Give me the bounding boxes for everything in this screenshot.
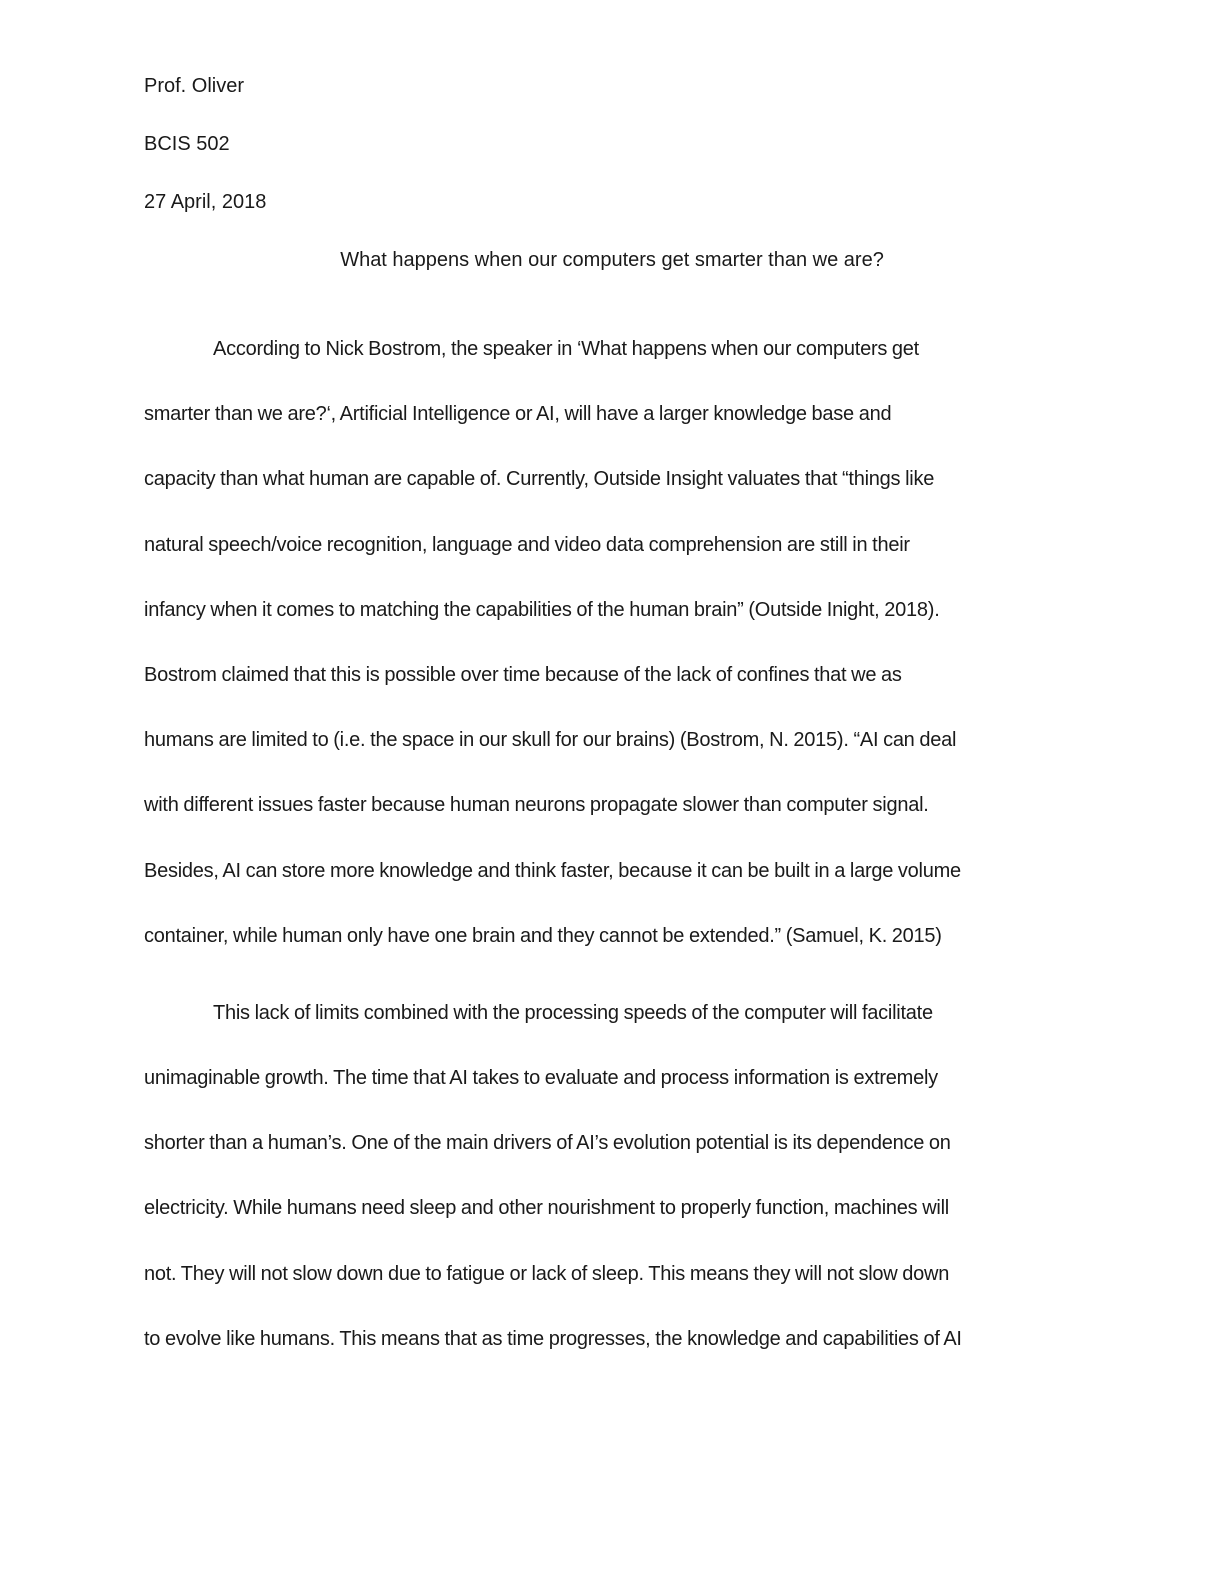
paragraph-line: with different issues faster because human neurons propagate slower than computer signal.: [144, 794, 929, 817]
paragraph-line: container, while human only have one brain and they cannot be extended.” (Samuel, K. 2015): [144, 924, 942, 947]
paragraph-2: [144, 981, 1080, 1372]
paragraph-line: humans are limited to (i.e. the space in our skull for our brains) (Bostrom, N. 2015). “AI can deal: [144, 729, 957, 752]
course-code: BCIS 502: [144, 133, 230, 155]
paragraph-line: Bostrom claimed that this is possible over time because of the lack of confines that we as: [144, 663, 902, 686]
paragraph-line: This lack of limits combined with the processing speeds of the computer will facilitate: [213, 1001, 933, 1024]
document-date: 27 April, 2018: [144, 191, 267, 213]
paragraph-line: According to Nick Bostrom, the speaker in ‘What happens when our computers get: [213, 338, 919, 360]
paragraph-line: smarter than we are?‘, Artificial Intelligence or AI, will have a larger knowledge base and: [144, 403, 892, 426]
document-body: [144, 70, 1080, 1384]
paragraph-line: capacity than what human are capable of. Currently, Outside Insight valuates that “things like: [144, 468, 935, 491]
essay-title: What happens when our computers get smarter than we are?: [340, 249, 884, 271]
paragraph-line: to evolve like humans. This means that as time progresses, the knowledge and capabilities of AI: [144, 1327, 962, 1350]
paragraph-line: infancy when it comes to matching the capabilities of the human brain” (Outside Inight, 2018).: [144, 598, 940, 621]
paragraph-line: natural speech/voice recognition, language and video data comprehension are still in their: [144, 533, 910, 556]
paragraph-line: unimaginable growth. The time that AI takes to evaluate and process information is extremely: [144, 1067, 938, 1090]
paragraph-1: [144, 317, 1080, 969]
paragraph-line: electricity. While humans need sleep and other nourishment to properly function, machines will: [144, 1197, 949, 1220]
paragraph-line: Besides, AI can store more knowledge and think faster, because it can be built in a large volume: [144, 859, 961, 882]
paragraph-line: shorter than a human’s. One of the main drivers of AI’s evolution potential is its dependence on: [144, 1132, 951, 1155]
instructor-name: Prof. Oliver: [144, 75, 245, 97]
paragraph-line: not. They will not slow down due to fatigue or lack of sleep. This means they will not slow down: [144, 1262, 950, 1285]
